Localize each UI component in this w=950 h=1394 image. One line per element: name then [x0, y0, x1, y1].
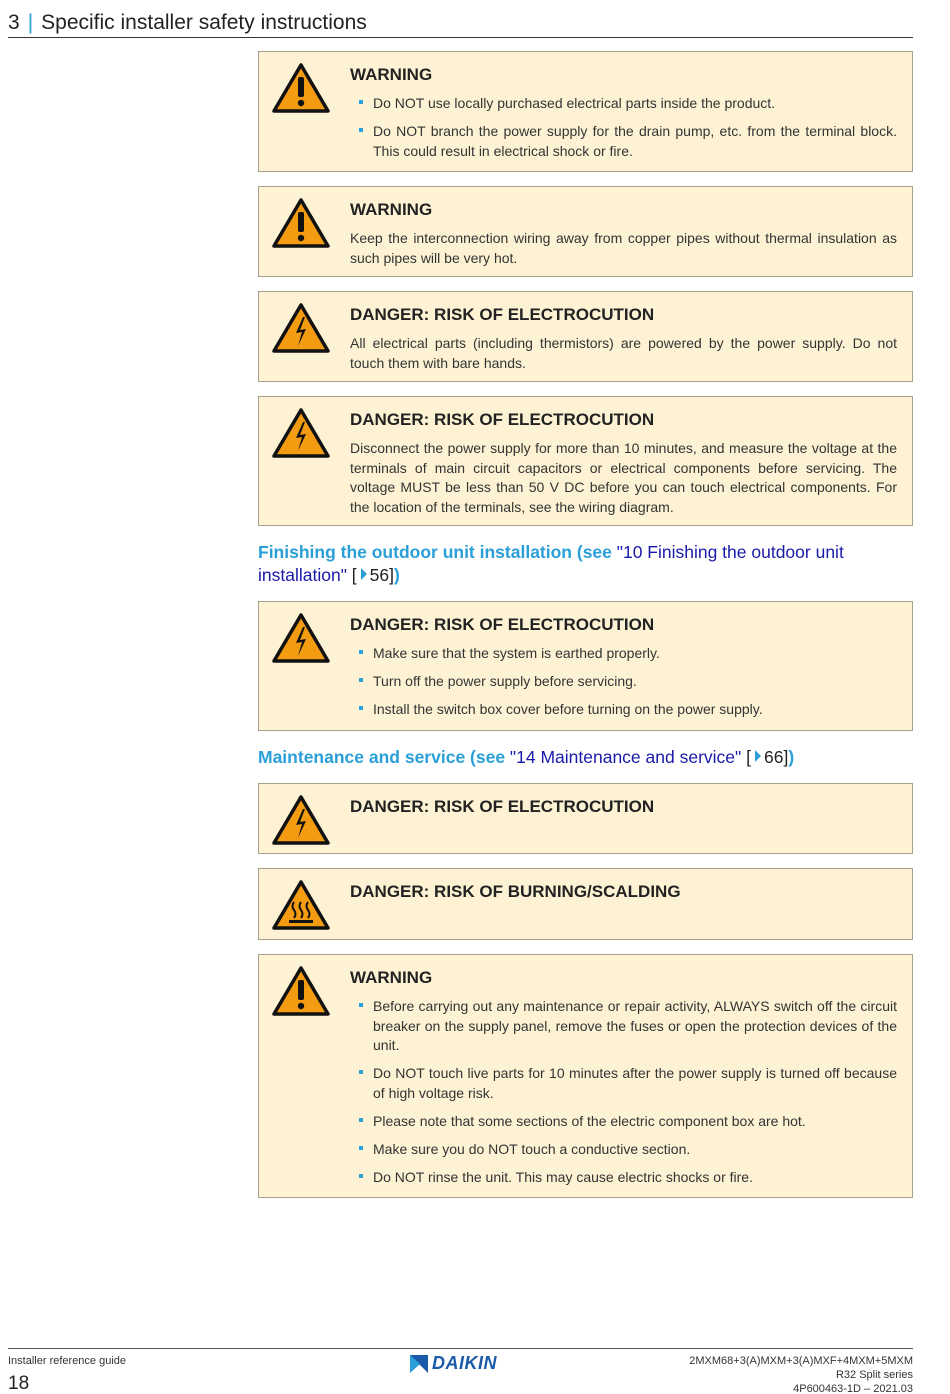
daikin-logo [408, 1353, 497, 1374]
list-item: Do NOT touch live parts for 10 minutes after the power supply is turned off because of high voltage risk. [350, 1064, 897, 1103]
warning-exclamation-icon [259, 955, 349, 1197]
page-arrow-icon [755, 750, 761, 762]
cross-reference-link[interactable]: "14 Maintenance and service" [509, 747, 742, 767]
main-content [258, 51, 913, 1198]
page-arrow-icon [361, 568, 367, 580]
chapter-title: Specific installer safety instructions [41, 10, 367, 34]
box-text: All electrical parts (including thermistors) are powered by the power supply. Do not touch them with bare hands. [350, 335, 897, 371]
danger-box [258, 783, 913, 854]
logo-text: DAIKIN [432, 1353, 497, 1373]
warning-box [258, 51, 913, 172]
box-title: WARNING [350, 968, 433, 987]
box-title: DANGER: RISK OF ELECTROCUTION [350, 305, 655, 324]
warning-exclamation-icon [259, 187, 349, 276]
chapter-number: 3 [8, 10, 20, 34]
document-code: 4P600463-1D – 2021.03 [793, 1383, 913, 1394]
document-info [689, 1354, 913, 1394]
page-footer [8, 1348, 913, 1394]
list-item: Before carrying out any maintenance or repair activity, ALWAYS switch off the circuit breaker on the supply panel, remove the fuses or open the protection devices of the unit. [350, 997, 897, 1056]
warning-box [258, 186, 913, 277]
bullet-icon [359, 678, 363, 682]
section-heading-finishing: Finishing the outdoor unit installation (see "10 Finishing the outdoor unit installation" [ 56]) [258, 542, 844, 585]
chapter-separator: | [27, 10, 34, 34]
list-item: Turn off the power supply before servicing. [350, 672, 897, 692]
danger-box [258, 601, 913, 731]
list-item: Please note that some sections of the electric component box are hot. [350, 1112, 897, 1132]
box-text: Keep the interconnection wiring away from copper pipes without thermal insulation as such pipes will be very hot. [350, 230, 897, 266]
bullet-icon [359, 1146, 363, 1150]
cross-reference-link[interactable]: "10 Finishing the outdoor unit installation" [258, 542, 844, 585]
danger-box [258, 396, 913, 526]
danger-box [258, 868, 913, 940]
warning-box [258, 954, 913, 1198]
electrocution-icon [259, 292, 349, 381]
list-item: Make sure you do NOT touch a conductive section. [350, 1140, 897, 1160]
warning-exclamation-icon [259, 52, 349, 171]
box-title: DANGER: RISK OF ELECTROCUTION [350, 410, 655, 429]
bullet-icon [359, 706, 363, 710]
box-title: WARNING [350, 65, 433, 84]
electrocution-icon [259, 784, 349, 853]
document-type: Installer reference guide [8, 1355, 127, 1367]
bullet-icon [359, 1070, 363, 1074]
electrocution-icon [259, 397, 349, 525]
page-number: 18 [8, 1373, 30, 1394]
box-text: Disconnect the power supply for more than 10 minutes, and measure the voltage at the terminals of main circuit capacitors or electrical components before servicing. The voltage MUST be less than 50 V DC before you can touch electrical components. For the location of the terminals, see the wiring diagram. [350, 440, 897, 515]
section-heading-maintenance: Maintenance and service (see "14 Maintenance and service" [ 66]) [258, 747, 795, 767]
bullet-icon [359, 128, 363, 132]
page-header [8, 8, 913, 38]
bullet-icon [359, 1118, 363, 1122]
page-reference[interactable]: 66 [763, 747, 784, 767]
hot-surface-icon [259, 869, 349, 939]
electrocution-icon [259, 602, 349, 730]
danger-box [258, 291, 913, 382]
box-title: DANGER: RISK OF ELECTROCUTION [350, 615, 655, 634]
box-title: DANGER: RISK OF BURNING/SCALDING [350, 882, 681, 901]
list-item: Do NOT use locally purchased electrical parts inside the product. [350, 94, 897, 114]
list-item: Make sure that the system is earthed properly. [350, 644, 897, 664]
list-item: Do NOT rinse the unit. This may cause electric shocks or fire. [350, 1168, 897, 1188]
bullet-icon [359, 1174, 363, 1178]
box-title: DANGER: RISK OF ELECTROCUTION [350, 797, 655, 816]
list-item: Do NOT branch the power supply for the drain pump, etc. from the terminal block. This could result in electrical shock or fire. [350, 122, 897, 161]
bullet-icon [359, 650, 363, 654]
bullet-icon [359, 1003, 363, 1007]
daikin-logo-icon [408, 1354, 430, 1374]
bullet-icon [359, 100, 363, 104]
page-reference[interactable]: 56 [369, 565, 390, 585]
box-title: WARNING [350, 200, 433, 219]
series-line: R32 Split series [835, 1369, 913, 1381]
model-line: 2MXM68+3(A)MXM+3(A)MXF+4MXM+5MXM [689, 1355, 913, 1367]
list-item: Install the switch box cover before turning on the power supply. [350, 700, 897, 720]
